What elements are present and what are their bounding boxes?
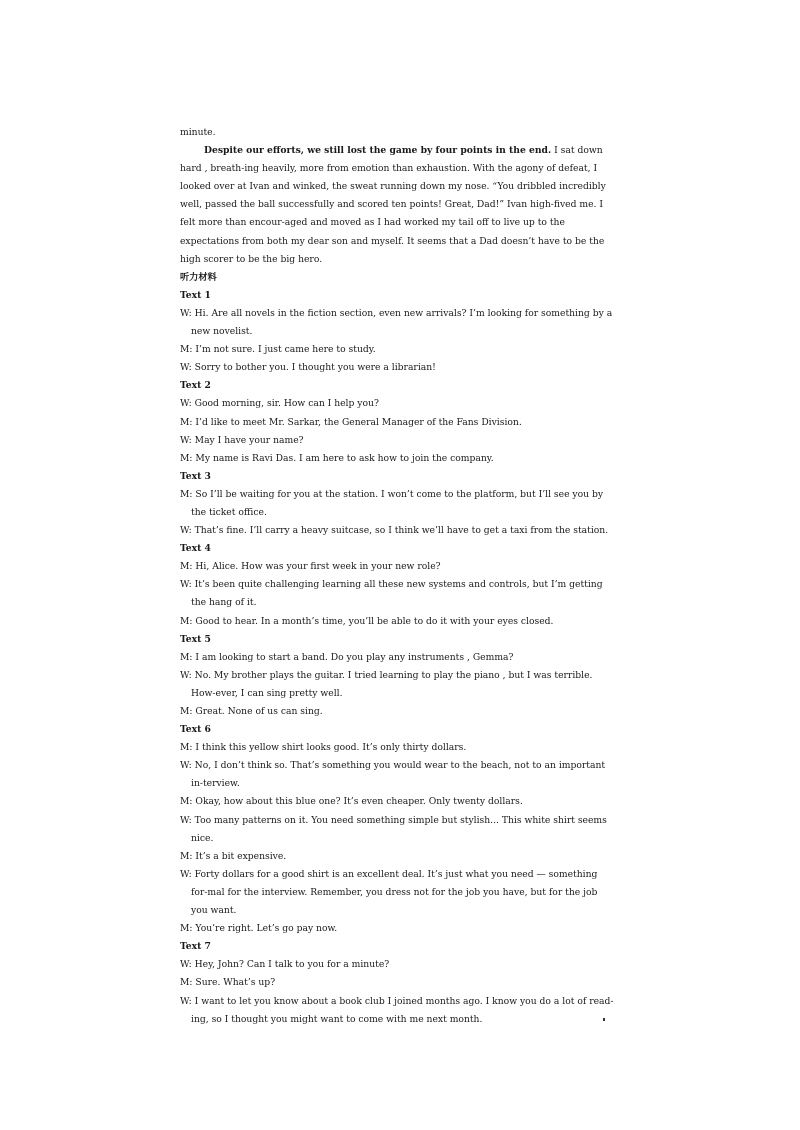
dialogue-line: M: Great. None of us can sing. [180,706,323,717]
dialogue-line: W: Sorry to bother you. I thought you were a librarian! [180,362,436,374]
dialogue-line: M: Good to hear. In a month’s time, you’ll be able to do it with your eyes closed. [180,615,554,627]
dialogue-line: W: No. My brother plays the guitar. I tried learning to play the piano , but I was terrible. How-ever, I can sing pretty well. [180,669,593,699]
text-title: Text 7 [180,941,211,953]
page-mark [603,1018,605,1021]
dialogue-line: W: Forty dollars for a good shirt is an excellent deal. It’s just what you need — something for-mal for the interview. Remember, you dress not for the job you have, but for the job you want. [180,868,598,917]
dialogue-line: W: Hi. Are all novels in the fiction section, even new arrivals? I’m looking for something by a new novelist. [180,307,613,338]
text-title: Text 3 [180,470,211,482]
document-page [180,124,616,1029]
text-title: Text 5 [180,633,211,645]
text-title: Text 6 [180,724,211,736]
text-title: Text 2 [180,380,211,392]
section-title: 听力材料 [180,271,217,283]
intro-paragraph-rest: I sat down hard , breath-ing heavily, more from emotion than exhaustion. With the agony of defeat, I looked over at Ivan and winked, the sweat running down my nose. “You dribbled incredibly well, passed the ball successfully and scored ten points! Great, Dad!” Ivan high-fived me. I felt more than encour-aged and moved as I had worked my tail off to live up to the expectations from both my dear son and myself. It seems that a Dad doesn’t have to be the high scorer to be the big hero. [180,145,606,265]
dialogue-line: M: So I’ll be waiting for you at the station. I won’t come to the platform, but I’ll see you by the ticket office. [180,488,604,518]
text-title: Text 1 [180,289,211,301]
dialogue-line: M: Hi, Alice. How was your first week in your new role? [180,561,441,573]
dialogue-line: W: Hey, John? Can I talk to you for a minute? [180,959,390,971]
dialogue-line: W: It’s been quite challenging learning all these new systems and controls, but I’m getting the hang of it. [180,579,603,609]
dialogue-line: W: Good morning, sir. How can I help you? [180,398,379,410]
dialogue-line: M: I think this yellow shirt looks good. It’s only thirty dollars. [180,742,467,754]
dialogue-line: W: Too many patterns on it. You need something simple but stylish... This white shirt seems nice. [180,814,607,844]
dialogue-line: M: I’m not sure. I just came here to study. [180,344,376,356]
dialogue-line: W: I want to let you know about a book club I joined months ago. I know you do a lot of read-ing, so I thought you might want to come with me next month. [180,995,614,1025]
dialogue-line: M: I’d like to meet Mr. Sarkar, the General Manager of the Fans Division. [180,416,522,428]
dialogue-line: M: My name is Ravi Das. I am here to ask how to join the company. [180,452,494,464]
dialogue-line: M: You’re right. Let’s go pay now. [180,923,338,935]
dialogue-line: M: Sure. What’s up? [180,977,276,989]
intro-bold-sentence: Despite our efforts, we still lost the game by four points in the end. [204,145,552,157]
intro-first-line: minute. [180,127,216,138]
listening-texts [180,287,616,1029]
text-title: Text 4 [180,543,211,555]
dialogue-line: M: Okay, how about this blue one? It’s even cheaper. Only twenty dollars. [180,796,523,808]
intro-paragraph [180,142,616,269]
dialogue-line: M: I am looking to start a band. Do you play any instruments , Gemma? [180,651,514,663]
dialogue-line: W: That’s fine. I’ll carry a heavy suitcase, so I think we’ll have to get a taxi from the station. [180,525,609,537]
dialogue-line: W: May I have your name? [180,434,304,446]
dialogue-line: M: It’s a bit expensive. [180,850,287,862]
dialogue-line: W: No, I don’t think so. That’s something you would wear to the beach, not to an important in-terview. [180,760,606,790]
